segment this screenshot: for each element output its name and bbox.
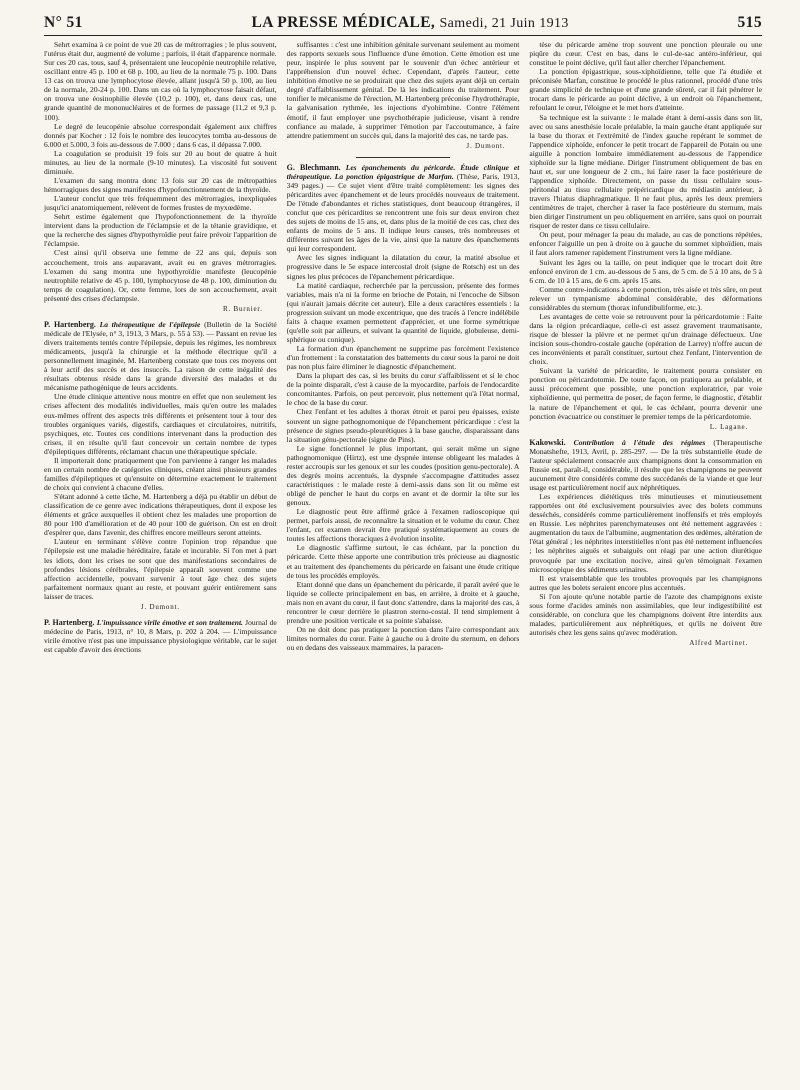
article-body: (Therapeutische Monatshefte, 1913, Avril, p. 285-297. — De la très substantielle étude de l'auteur spécialement consacrée aux champignons dont la consommation en Russie est, paraît-il, considérable, il résulte que les champignons ne peuvent aucunement être considérés comme des succédanés de la viande et que leur usage est particulièrement nocif aux néphrétiques. [529, 437, 762, 492]
paragraph: suffisantes : c'est une inhibition génitale survenant seulement au moment des rapports sexuels sous l'influence d'une émotion. Cette émotion est une peur, inspirée le plus souvent par le souvenir d'un échec antérieur et l'appréhension d'un nouvel échec. Cependant, d'après l'auteur, cette inhibition émotive ne se produirait que chez des sujets ayant déjà un certain degré d'affaiblissement génital. De là les indications du traitement. Pour tonifier le mécanisme de l'érection, M. Hartenberg préconise l'hydrothérapie, la galvanisation rythmée, les injections d'yohimbine. Contre l'élément émotif, il faut employer une psychothérapie judicieuse, visant à rendre confiance au malade, à supprimer l'émotion par l'accoutumance, à faire attendre patiemment un succès qui, dans la majorité des cas, ne tarde pas. [286, 40, 520, 140]
article-author: P. Hartenberg. [44, 617, 95, 627]
article-author: G. Blechmann. [286, 162, 341, 172]
column-2 [287, 40, 520, 1090]
paragraph: Sa technique est la suivante : le malade étant à demi-assis dans son lit, avec ou sans anesthésie locale préalable, la main gauche étant appliquée sur la base du thorax et l'extrémité de l'index gauche repérant le sommet de l'appendice xiphoïde, enfoncer le petit trocart de l'appareil de Potain ou une aiguille à ponction lombaire immédiatement au-dessous de l'appendice xiphoïde sur la ligne médiane. Diriger l'instrument obliquement de bas en haut et, sur une longueur de 2 cm., lui faire raser la face postérieure de l'appendice xiphoïde. Directement, on passe du tissu cellulaire sous-péritonéal au tissu cellulaire prépéricardique du médiastin antérieur, à travers l'hiatus diaphragmatique. Il ne faut plus, après les deux premiers centimètres de trajet, chercher à raser la face postérieure du sternum, mais bien diriger l'instrument un peu obliquement en arrière, sans quoi on pourrait risquer de rester dans ce tissu cellulaire. [529, 112, 762, 231]
article-author: P. Hartenberg. [44, 319, 96, 329]
paragraph: Il importerait donc pratiquement que l'on parvienne à ranger les malades en un certain nombre de catégories cliniques, créant ainsi plusieurs grandes familles d'épileptiques et qu'ensuite on détermine exactement le traitement de choix qui convient à chacune d'elles. [44, 455, 277, 492]
paragraph: Le diagnostic s'affirme surtout, le cas échéant, par la ponction du péricarde. Cette thèse apporte une contribution très précieuse au diagnostic et au traitement des épanchements du péricarde en faisant une étude critique de tous les procédés employés. [286, 543, 520, 580]
author-signature: J. Dumont. [140, 602, 180, 611]
author-signature: L. Lagane. [709, 422, 749, 431]
paragraph: L'examen du sang montra donc 13 fois sur 20 cas de métropathies hémorragiques des signes manifestes d'hypofonctionnement de la thyroïde. [44, 175, 277, 194]
author-signature: R. Burnier. [222, 304, 263, 313]
paragraph: Il est vraisemblable que les troubles provoqués par les champignons autres que les bolets seraient encore plus accentués. [529, 573, 762, 592]
paragraph: Etant donné que dans un épanchement du péricarde, il paraît avéré que le liquide se collecte principalement en bas, en arrière, à droite et à gauche, mais non en avant du cœur, il faut donc s'attendre, dans la majorité des cas, à rencontrer le cœur derrière le plastron sterno-costal. Il tend simplement à prendre une position verticale et sa pointe s'abaisse. [286, 579, 520, 625]
article-body: (Bulletin de la Société médicale de l'Elysée, n° 3, 1913, 3 Mars, p. 55 à 53). — Passant en revue les divers traitements tentés contre l'épilepsie, depuis les régimes, les nombreux médicaments, jusqu'à la chirurgie et la méthode électrique qu'il a personnellement imaginée, M. Hartenberg constate que tous ces moyens ont à leur actif des succès et des insuccès. La raison de cette inégalité des résultats obtenus réside dans la grande diversité des malades et du mécanisme pathogénique de leurs accidents. [44, 319, 277, 393]
article-body: Journal de médecine de Paris, 1913, n° 10, 8 Mars, p. 202 à 204. — L'impuissance virile émotive n'est pas une impuissance physiologique véritable, car le sujet est capable d'avoir des érections [44, 617, 277, 655]
article-heading [44, 618, 277, 654]
article-title: La thérapeutique de l'épilepsie [99, 319, 201, 329]
paragraph: Sehrt examina à ce point de vue 20 cas de métrorragies ; le plus souvent, l'utérus était dur, augmenté de volume ; parfois, il était d'apparence normale. Sur ces 20 cas, tous, sauf 4, présentaient une leucopénie neutrophile relative, oscillant entre 45 p. 100 et 68 p. 100, au lieu de la normale 75 p. 100. Dans 13 cas on trouva une lymphocytose élevée, allant jusqu'à 50 p. 100, au lieu de la normale, 20-24 p. 100. Dans un cas où la lymphocytose faisait défaut, on trouva une éosinophilie élevée (10,2 p. 100), et, dans deux cas, une grande quantité de mononucléaires et de formes de passage (11,2 et 9,3 p. 100). [44, 40, 277, 122]
paragraph: L'auteur conclut que très fréquemment des métrorragies, inexpliquées jusqu'ici anatomiquement, relèvent de formes frustes de myxœdème. [44, 194, 277, 213]
paragraph: Les avantages de cette voie se retrouvent pour la péricardotomie : Faite dans la région précardiaque, celle-ci est assez gravement traumatisante, risque de blesser la plèvre et ne permet qu'un drainage défectueux. Une incision sous-chondro-costale gauche (opération de Larrey) n'offre aucun de ces inconvénients et paraît constituer, surtout chez l'enfant, l'intervention de choix. [529, 311, 762, 367]
paragraph: C'est ainsi qu'il observa une femme de 22 ans qui, depuis son accouchement, trois ans auparavant, avait eu en graves métrorragies. L'examen du sang montra une hypothyroïdie manifeste (leucopénie neutrophile relative de 45 p. 100, lymphocytose de 48 p. 100, diminution du temps de coagulation). Or, cette femme, lors de son accouchement, avait présenté des crises d'éclampsie. [44, 248, 277, 303]
paragraph: La formation d'un épanchement ne supprime pas forcément l'existence d'un frottement : la constatation des battements du cœur sous la paroi ne doit pas non plus faire éliminer le diagnostic d'épanchement. [286, 344, 520, 372]
text-columns [44, 40, 762, 1090]
page-header [44, 14, 762, 36]
paragraph: Suivant la variété de péricardite, le traitement pourra consister en ponction ou péricardotomie. De toute façon, on pratiquera au préalable, et aussi précocement que possible, une ponction exploratrice, par voie xiphoïdienne, qui permettra de poser, de façon ferme, le diagnostic, d'établir la nature de l'épanchement et qui, le cas échéant, pourra devenir une ponction évacuatrice ou constituer le premier temps de la péricardotomie. [529, 366, 762, 421]
paragraph: On ne doit donc pas pratiquer la ponction dans l'aire correspondant aux limites normales du cœur. Faite à gauche ou à droite du sternum, en dehors ou en dedans des vaisseaux mammaires, la paracen- [286, 624, 520, 653]
issue-number: N° 51 [44, 14, 83, 31]
paragraph: Dans la plupart des cas, si les bruits du cœur s'affaiblissent et si le choc de la pointe disparaît, c'est à cause de la myocardite, parfois de l'endocardite concomitantes. Parfois, on peut percevoir, plus nettement qu'à l'état normal, le choc de la base du cœur. [286, 371, 520, 408]
paragraph: L'auteur en terminant s'élève contre l'opinion trop répandue que l'épilepsie est une maladie héréditaire, fatale et incurable. Si l'on met à part les idiots, dont les crises ne sont que des manifestations secondaires de profondes lésions cérébrales, l'épilepsie apparaît souvent comme une affection accidentelle, pouvant survenir à tout âge chez des sujets parfaitement normaux quant au reste, et pouvant guérir entièrement sans laisser de traces. [44, 537, 277, 601]
paragraph: Le diagnostic peut être affirmé grâce à l'examen radioscopique qui permet, parfois aussi, de reconnaître la situation et le volume du cœur. Chez l'enfant, cet examen devrait être pratiqué systématiquement au cours de toutes les affections thoraciques à évolution insolite. [286, 507, 520, 544]
journal-title: LA PRESSE MÉDICALE, [251, 14, 436, 31]
masthead [251, 14, 568, 32]
author-signature: J. Dumont. [466, 141, 506, 150]
paragraph: tèse du péricarde amène trop souvent une ponction pleurale ou une piqûre du cœur. C'est en bas, dans le cul-de-sac antéro-inférieur, qui constitue le point déclive, qu'il faut aller chercher l'épanchement. [529, 40, 762, 68]
paragraph: S'étant adonné à cette tâche, M. Hartenberg a déjà pu établir un début de classification de ce genre avec indications thérapeutiques, dont il expose les éléments et grâce auxquelles il obtient chez les malades une proportion de 80 pour 100 d'amélioration et de 40 pour 100 de guérison. On est en droit d'espérer que, dans l'avenir, des chiffres encore meilleurs seront atteints. [44, 492, 277, 538]
paragraph: Le degré de leucopénie absolue correspondait également aux chiffres donnés par Kocher : 12 fois le nombre des leucocytes tomba au-dessous de 6.000 et 5.000, 3 fois au-dessous de 7.000 ; dans 6 cas, il dépassa 7.000. [44, 121, 277, 149]
article-heading [529, 438, 762, 492]
issue-date: Samedi, 21 Juin 1913 [439, 16, 569, 31]
article-heading [287, 163, 520, 254]
paragraph: Sehrt estime également que l'hypofonctionnement de la thyroïde intervient dans la production de l'éclampsie et de la tétanie gravidique, et que la recherche des signes d'hypothyroïdie peut faire prévoir l'apparition de l'éclampsie. [44, 212, 277, 249]
article-heading [44, 320, 277, 393]
column-3 [529, 40, 762, 1090]
paragraph: Comme contre-indications à cette ponction, très aisée et très sûre, on peut relever un tympanisme abdominal considérable, des déformations considérables du sternum (thorax infundibuliforme, etc.). [529, 284, 762, 312]
paragraph: Si l'on ajoute qu'une notable partie de l'azote des champignons existe sous forme d'acides aminés non assimilables, que leur indigestibilité est considérable, on conclura que les champignons doivent être interdits aux malades, particulièrement aux néphrétiques, et qu'ils ne doivent être autorisés chez les gens sains qu'avec modération. [529, 591, 762, 637]
paragraph: La ponction épigastrique, sous-xiphoïdienne, telle que l'a étudiée et préconisée Marfan, constitue le procédé le plus rationnel, procédé d'une très grande simplicité de technique et d'une grande sûreté, car il fait pénétrer le trocart dans le péricarde au point déclive, à un endroit où l'épanchement, refoulant le cœur, l'éloigne et le met hors d'atteinte. [529, 67, 762, 113]
paragraph: Les expériences diététiques très minutieuses et minutieusement rapportées ont été exclusivement poursuivies avec des bolets communs desséchés, considérés comme particulièrement inoffensifs et très employés en Russie. Les néphrites parenchymateuses ont été nettement aggravées : augmentation du taux de l'albumine, augmentation des œdèmes, altération de l'état général ; les néphrites interstitielles n'ont pas été nettement influencées ; les néphrites aiguës et subaiguës ont réagi par une action diurétique provoquée par une excitation nocive, ainsi qu'en témoignait l'examen microscopique des sédiments urinaires. [529, 492, 762, 574]
paragraph: Suivant les âges ou la taille, on peut indiquer que le trocart doit être enfoncé environ de 1 cm. au-dessous de 5 ans, de 5 cm. de 5 à 10 ans, de 5 à 6 cm. de 10 à 15 ans, de 6 cm. après 15 ans. [529, 257, 762, 285]
paragraph: Chez l'enfant et les adultes à thorax étroit et paroi peu épaisses, existe souvent un signe pathognomonique de l'épanchement péricardique : c'est la présence de signes pseudo-pleurétiques à la base gauche, disparaissant dans la situation génu-pectorale (signe de Pins). [286, 407, 520, 444]
paragraph: On peut, pour ménager la peau du malade, au cas de ponctions répétées, enfoncer l'aiguille un peu à droite ou à gauche du sommet xiphoïdien, mais il faut alors ramener rapidement l'instrument vers la ligne médiane. [529, 230, 762, 258]
article-title: Les épanchements du péricarde. Étude clinique et thérapeutique. La ponction épigastrique de Marfan. [286, 162, 520, 181]
column-1 [44, 40, 277, 1090]
article-body: (Thèse, Paris, 1913, 349 pages.) — Ce sujet vient d'être traité complètement: les signes des péricardites avec épanchement et de leurs procédés nouveaux de traitement. De l'étude d'abondantes et riches statistiques, dont beaucoup étrangères, il conclut que ces péricardites se rencontrent une fois sur deux environ chez des sujets de moins de 15 ans, et, dans plus de la moitié de ces cas, chez des enfants de moins de 5 ans. Il indique leurs causes, très nombreuses et différentes suivant les âges de la vie, ainsi que la nature des épanchements qui leur correspondent. [286, 171, 520, 254]
divider [356, 157, 449, 158]
author-signature: Alfred Martinet. [689, 639, 749, 648]
paragraph: Une étude clinique attentive nous montre en effet que non seulement les crises affectent des modalités individuelles, mais qu'en outre les malades eux-mêmes offrent des aspects très différents et présentent tour à tour des troubles organiques variés, digestifs, cardiaques et circulatoires, nutritifs, psychiques, etc. Toutes ces conditions intervenant dans la production des crises, il en résulte qu'il faut concevoir un certain nombre de types d'épileptiques différents, réclamant chacun une thérapeutique spéciale. [44, 392, 277, 456]
article-author: Kakowski. [529, 437, 566, 447]
article-title: L'impuissance virile émotive et son traitement. [96, 617, 243, 627]
paragraph: Le signe fonctionnel le plus important, qui serait même un signe pathognomonique (Hirtz), est une dyspnée intense obligeant les malades à rester accroupis sur les genoux et sur les coudes (position genu-pectorale). A des degrés moins accentués, la dyspnée s'accompagne d'attitudes assez caractéristiques : le malade reste à demi-assis dans son lit ou même est obligé de pencher le haut du corps en avant et de dormir la tête sur les genoux. [286, 443, 520, 508]
article-title: Contribution à l'étude des régimes [573, 437, 706, 447]
page-number: 515 [737, 14, 762, 31]
paragraph: La matité cardiaque, recherchée par la percussion, présente des formes variables, mais n'a ni la forme en brioche de Potain, ni l'encoche de Sibson (qui n'aurait jamais décrite cet auteur). Elle a deux caractères essentiels : la progression suivant un mode excentrique, que des tracés à l'encre indélébile faits à chaque examen permettent d'apprécier, et une forme symétrique (qu'elle soit par ailleurs, et suivant la quantité de liquide, globuleuse, demi-sphérique ou conique). [286, 280, 520, 344]
paragraph: Avec les signes indiquant la dilatation du cœur, la matité absolue et progressive dans le 5e espace intercostal droit (signe de Rotsch) est un des signes les plus précoces de l'épanchement péricardique. [286, 253, 520, 281]
paragraph: La coagulation se produisit 19 fois sur 20 au bout de quatre à huit minutes, au lieu de la normale (9-10 minutes). La viscosité fut souvent diminuée. [44, 148, 277, 176]
